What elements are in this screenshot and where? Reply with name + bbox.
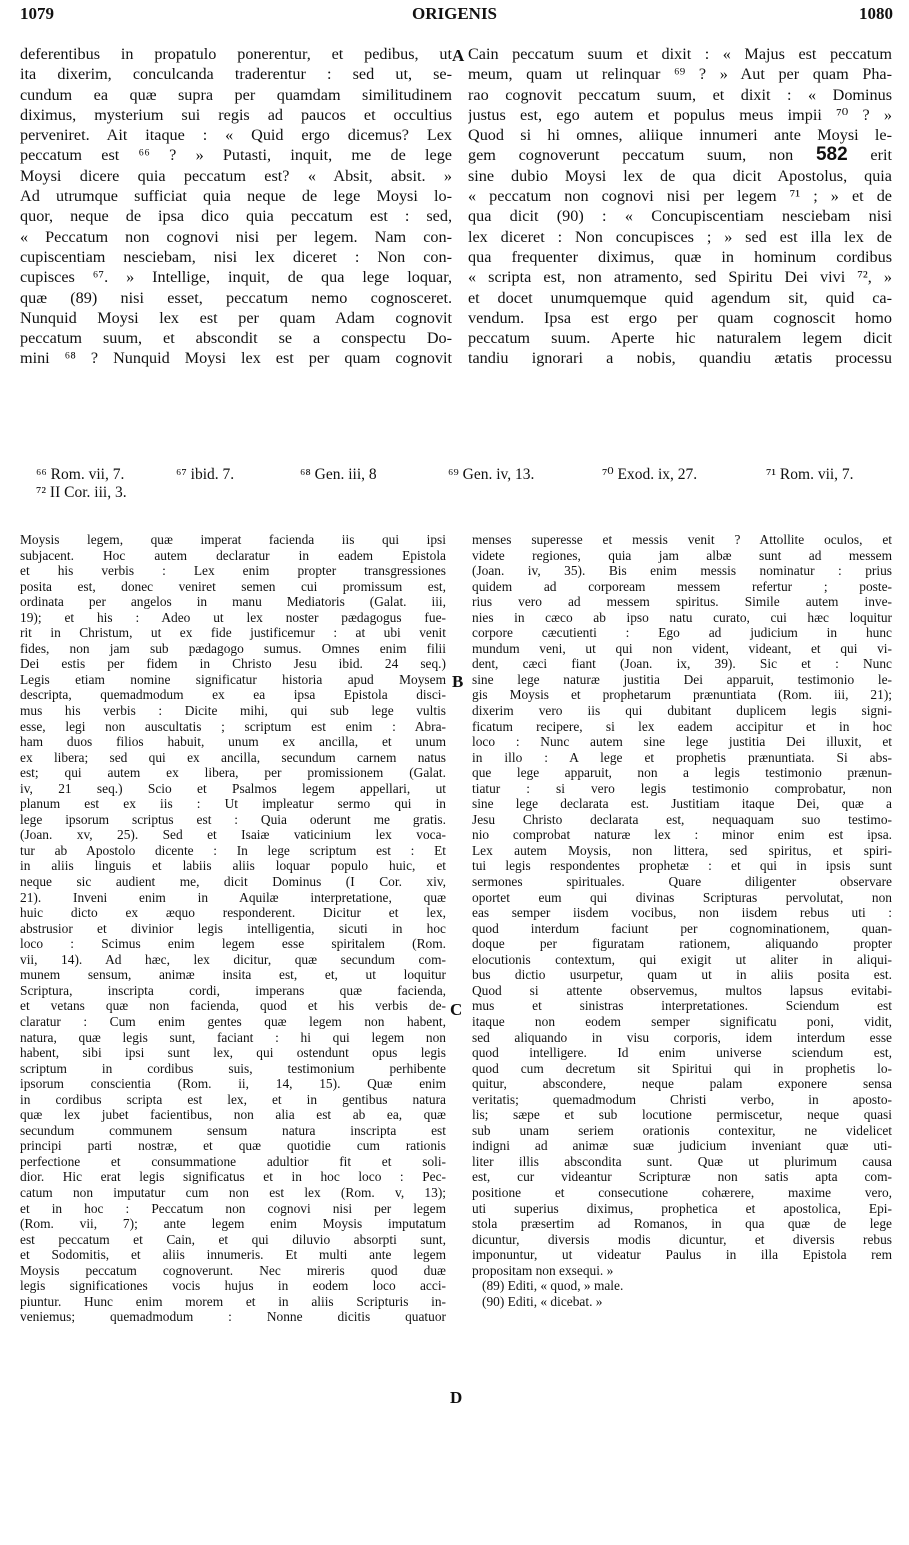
text-line: lis; sæpe et sub locutione permiscetur, neque quasi <box>472 1107 892 1123</box>
text-line: cundum ea quæ supra per quamdam similitudinem <box>20 85 452 104</box>
text-line: ex libera; sed qui ex ancilla, secundum carnem natus <box>20 749 446 765</box>
text-line: (Rom. vii, 7); ante legem enim Moysis imputatum <box>20 1216 446 1232</box>
text-line: nio comprobat naturæ lex : minor enim est ipsa. <box>472 827 892 843</box>
page-header <box>0 4 909 28</box>
running-title: ORIGENIS <box>411 4 498 23</box>
text-line: bus dictio usurpetur, quam ut in aliis posita est. <box>472 967 892 983</box>
note-70: ⁷⁰ Exod. ix, 27. <box>602 466 698 483</box>
text-line: peccatum suum. Aperte hic naturalem legem dicit <box>468 329 892 348</box>
text-line: quor, neque de ipsa dico quia peccatum est : sed, <box>20 207 452 226</box>
text-line: loco : Nunc autem sine lege justitia Dei illuxit, et <box>472 734 892 750</box>
text-line: imponuntur, ut videatur Paulus in illa Epistola rem <box>472 1247 892 1263</box>
text-line: secundum communem sensum natura inscripta est <box>20 1122 446 1138</box>
text-line: est peccatum et Cain, et qui diluvio absorpti sunt, <box>20 1231 446 1247</box>
text-line: Quod si attente observemus, multos lapsus evitabi- <box>472 982 892 998</box>
text-line: qua dicit (90) : « Concupiscentiam nesciebam nisi <box>468 207 892 226</box>
text-line: indigni ad animæ suæ judicium inveniant quæ uti- <box>472 1138 892 1154</box>
text-line: legis significationes vocis hujus in eodem loco acci- <box>20 1278 446 1294</box>
text-line: cupiscentiam nesciebam, nisi lex diceret : Non con- <box>20 247 452 266</box>
text-line: quod cum decretum sit Spiritui qui in prophetis lo- <box>472 1060 892 1076</box>
text-line: et docet unumquemque quid agendum sit, quid ca- <box>468 288 892 307</box>
text-line: catum non imputatur cum non est lex (Rom. v, 13); <box>20 1184 446 1200</box>
text-line: Quod si hi omnes, aliique innumeri ante Moysi le- <box>468 126 892 145</box>
text-line: eas semper iisdem vocibus, non iisdem rebus uti : <box>472 905 892 921</box>
text-line: neque sic audient me, dicit Dominus (I Cor. xiv, <box>20 874 446 890</box>
text-line: in aliis linguis et labiis aliis loquar populo huic, et <box>20 858 446 874</box>
text-line: menses superesse et messis venit ? Attollite oculos, et <box>472 532 892 547</box>
text-line: perveniret. Ait itaque : « Quid ergo dicemus? Lex <box>20 126 452 145</box>
text-line: et Sodomitis, et aliis innumeris. Et multi ante legem <box>20 1247 446 1263</box>
text-line: ficatum recipere, si lex eadem accipitur et in hoc <box>472 718 892 734</box>
text-line: peccatum suum, et abscondit se a conspectu Do- <box>20 329 452 348</box>
text-line: ita dixerim, conculcanda traderentur : sed ut, se- <box>20 65 452 84</box>
text-line: Jesu Christo declarata est, nequaquam suo testimo- <box>472 811 892 827</box>
text-line: loco : Scimus enim legem esse spiritalem (Rom. <box>20 936 446 952</box>
text-line: mini ⁶⁸ ? Nunquid Moysi lex est per quam cognovit <box>20 349 452 368</box>
text-line: cupisces ⁶⁷. » Intellige, inquit, de qua lege loquar, <box>20 268 452 287</box>
text-line: itaque non eodem semper significatu poni, vidit, <box>472 1013 892 1029</box>
text-line: quitur, abscondere, neque palam exponere sensa <box>472 1076 892 1092</box>
text-line: « Peccatum non cognovi nisi per legem. Nam con- <box>20 227 452 246</box>
text-line: quæ (89) nisi esset, peccatum nemo cognosceret. <box>20 288 452 307</box>
text-line: quod interdum faciunt per cognominationem, quan- <box>472 920 892 936</box>
text-line: Scriptura, inscripta cordi, imperans quæ facienda, <box>20 982 446 998</box>
text-fragment: gem cognoverunt peccatum suum, non <box>468 146 816 165</box>
text-line <box>468 145 892 165</box>
text-line: deferentibus in propatulo ponerentur, et pedibus, ut <box>20 45 452 63</box>
text-line: Lex autem Moysis, non littera, sed spiritus, et spiri- <box>472 842 892 858</box>
text-line: in cordibus scripta est lex, et in gentibus natura <box>20 1091 446 1107</box>
text-line: gis Moysis et prophetarum prænuntiata (Rom. iii, 21); <box>472 687 892 703</box>
text-line: oportet eum qui divinas Scripturas pervolutat, non <box>472 889 892 905</box>
text-fragment: erit <box>847 146 892 165</box>
text-line: natura, quæ legis sunt, faciant : hi qui legem non <box>20 1029 446 1045</box>
note-67: ⁶⁷ ibid. 7. <box>176 466 235 483</box>
text-line: ham duos filios habuit, unum ex ancilla, et unum <box>20 734 446 750</box>
text-line: mus his verbis : Dicite mihi, qui sub lege vultis <box>20 703 446 719</box>
text-line: quidem ad corpoream messem refertur ; poste- <box>472 578 892 594</box>
text-line: veniemus; quemadmodum : Nonne dicitis quatuor <box>20 1309 446 1325</box>
text-line: sed aliquando in visu corporis, idem interdum esse <box>472 1029 892 1045</box>
text-line: veritatis; quemadmodum Christi verbo, in aposto- <box>472 1091 892 1107</box>
text-line: corpore cæcutienti : Ego ad judicium in hunc <box>472 625 892 641</box>
text-line: que lege apparuit, non a legis testimonio prænun- <box>472 765 892 781</box>
text-line: est; qui autem ex libera, per promissionem (Galat. <box>20 765 446 781</box>
text-line: piuntur. Hunc enim morem et in aliis Scripturis in- <box>20 1293 446 1309</box>
text-line: stola præsertim ad Romanos, in qua quæ de lege <box>472 1216 892 1232</box>
text-line: sine lege declarata est. Justitiam itaque Dei, quæ a <box>472 796 892 812</box>
text-line: rius vero ad messem spiritus. Simile autem inve- <box>472 594 892 610</box>
text-line: principi parti nostræ, et quæ quotidie cum rationis <box>20 1138 446 1154</box>
text-line: « peccatum non cognovi nisi per legem ⁷¹ ; » et de <box>468 187 892 206</box>
upper-text-block <box>20 44 892 444</box>
text-line: sub unam seriem orationis contexitur, ne videlicet <box>472 1122 892 1138</box>
text-line: sine dubio Moysi lex de qua dicit Apostolus, quia <box>468 166 892 185</box>
upper-left-column <box>20 44 452 369</box>
text-line: « scripta est, non atramento, sed Spiritu Dei vivi ⁷², » <box>468 268 892 287</box>
text-line: perfectione et consummatione adultior fit et soli- <box>20 1153 446 1169</box>
text-line: in illo : A lege et prophetis prænuntiata. Si abs- <box>472 749 892 765</box>
note-72: ⁷² II Cor. iii, 3. <box>36 484 127 501</box>
text-line: Dei estis per fidem in Christo Jesu ibid. 24 seq.) <box>20 656 446 672</box>
text-line: posita est, donec veniret semen cui promissum est, <box>20 578 446 594</box>
text-line: Moysi dicere quia peccatum est? « Absit, absit. » <box>20 166 452 185</box>
text-line: dent, cæci fiant (Joan. ix, 39). Sic et : Nunc <box>472 656 892 672</box>
text-line: Moysis legem, quæ imperat facienda iis qui ipsi <box>20 532 446 547</box>
text-line: lege ipsorum scriptus est : Quia oderunt me gratis. <box>20 811 446 827</box>
margin-letter-b: B <box>452 672 464 691</box>
text-line: claratur : Cum enim gentes quæ legem non habent, <box>20 1013 446 1029</box>
text-line: tandiu ignorari a nobis, quandiu ætatis processu <box>468 349 892 368</box>
lower-right-column <box>472 532 892 1309</box>
text-line: planum est ex iis : Ut impleatur sermo qui in <box>20 796 446 812</box>
note-66: ⁶⁶ Rom. vii, 7. <box>36 466 125 483</box>
text-line: et vetans quæ non facienda, quod et his verbis de- <box>20 998 446 1014</box>
text-line: uti superius diximus, prophetica et apostolica, Epi- <box>472 1200 892 1216</box>
text-line: esse, legi non auscultatis ; scriptum est enim : Abra- <box>20 718 446 734</box>
text-line: Cain peccatum suum et dixit : « Majus est peccatum <box>468 45 892 63</box>
text-line: scriptum in cordibus suis, testimonium perhibente <box>20 1060 446 1076</box>
footnote-90: (90) Editi, « dicebat. » <box>482 1293 603 1309</box>
text-line: 19); et his : Adeo ut lex noster pædagogus fue- <box>20 609 446 625</box>
text-line: videte regiones, quia jam albæ sunt ad messem <box>472 547 892 563</box>
margin-letter-c: C <box>450 1000 463 1019</box>
page-number-right: 1080 <box>859 4 893 23</box>
text-line: tiatur : si vero legis testimonio comprobatur, non <box>472 780 892 796</box>
text-line: dior. Hic erat legis significatus et in hoc loco : Pec- <box>20 1169 446 1185</box>
text-line: tur ab Apostolo dicente : In lege scriptum est : Et <box>20 842 446 858</box>
text-line: ordinata per angelos in manu Mediatoris (Galat. iii, <box>20 594 446 610</box>
text-line: ipsorum conscientia (Rom. ii, 14, 15). Quæ enim <box>20 1076 446 1092</box>
text-line: rit in Christum, ut ex fide justificemur : at ubi venit <box>20 625 446 641</box>
text-line: dicuntur, diversis modis dicuntur, et diversis rebus <box>472 1231 892 1247</box>
text-line: est, cur videantur Scripturæ non satis apta com- <box>472 1169 892 1185</box>
text-line: Moysis peccatum cognoverunt. Nec mireris quod duæ <box>20 1262 446 1278</box>
note-68: ⁶⁸ Gen. iii, 8 <box>300 466 377 483</box>
text-line: justus est, ego autem et populus meus impii ⁷⁰ ? » <box>468 105 892 124</box>
note-71: ⁷¹ Rom. vii, 7. <box>766 466 854 483</box>
text-line: descripta, quemadmodum ex ea ipsa Epistola disci- <box>20 687 446 703</box>
text-line: habent, sibi ipsi sunt lex, qui ostendunt opus legis <box>20 1045 446 1061</box>
text-line: rao cognovit peccatum suum, et dixit : « Dominus <box>468 85 892 104</box>
text-line: quod intelligere. Id enim universe sciendum est, <box>472 1045 892 1061</box>
text-line: vii, 14). Ad hæc, lex dicitur, quæ secundum com- <box>20 951 446 967</box>
lower-left-column <box>20 532 446 1325</box>
text-line: fides, non jam sub pædagogo sumus. Omnes enim filii <box>20 640 446 656</box>
page-number-left: 1079 <box>20 4 54 23</box>
text-line: (Joan. xv, 25). Sed et Isaiæ vaticinium lex voca- <box>20 827 446 843</box>
margin-letter-d: D <box>450 1388 463 1407</box>
text-line: sine lege naturæ justitia Dei apparuit, testimonio le- <box>472 671 892 687</box>
text-line: Legis etiam nomine significatur historia apud Moysem <box>20 671 446 687</box>
text-line: positione et consecutione cohærere, maxime vero, <box>472 1184 892 1200</box>
text-line: propositam non exsequi. » <box>472 1262 614 1278</box>
text-line: peccatum est ⁶⁶ ? » Putasti, inquit, me de lege <box>20 146 452 165</box>
text-line: qua frequenter diximus, quæ in hominum cordibus <box>468 247 892 266</box>
text-line: vendum. Ipsa est ergo per quam cognoscit homo <box>468 308 892 327</box>
text-line: elocutionis contextum, qui exigit ut aliter in aliqui- <box>472 951 892 967</box>
text-line: et in hoc : Peccatum non cognovi nisi per legem <box>20 1200 446 1216</box>
upper-right-column <box>468 44 892 369</box>
text-line: Nunquid Moysi lex est per quam Adam cognovit <box>20 308 452 327</box>
text-line: (Joan. iv, 35). Bis enim messis nominatur : prius <box>472 563 892 579</box>
text-line: diximus, mysterium sui regis ad paucos et occultius <box>20 105 452 124</box>
margin-letter-a: A <box>452 46 465 65</box>
text-line: sermones spirituales. Quare diligenter observare <box>472 874 892 890</box>
column-number: 582 <box>815 144 848 166</box>
text-line: Ad utrumque sufficiat quia neque de lege Moysi lo- <box>20 187 452 206</box>
text-line: nies in cæco ab ipso natu curato, cui hæc loquitur <box>472 609 892 625</box>
text-line: abstrusior et divinior legis intelligentia, sicuti in hoc <box>20 920 446 936</box>
text-line: subjacent. Hoc autem declaratur in eadem Epistola <box>20 547 446 563</box>
text-line: quæ lex jubet facientibus, non alia est ab ea, quæ <box>20 1107 446 1123</box>
text-line: et his verbis : Lex enim propter transgressiones <box>20 563 446 579</box>
text-line: mundum veni, ut qui non vident, videant, et qui vi- <box>472 640 892 656</box>
text-line: mus et sinistras interpretationes. Sciendum est <box>472 998 892 1014</box>
text-line: doque per figuratam rationem, aliquando propter <box>472 936 892 952</box>
text-line: 21). Inveni enim in Aquilæ interpretatione, quæ <box>20 889 446 905</box>
text-line: meum, quam ut relinquar ⁶⁹ ? » Aut per quam Pha- <box>468 65 892 84</box>
text-line: dixerim vero iis qui dubitant duplicem legis signi- <box>472 703 892 719</box>
text-line: lex diceret : Non concupisces ; » sed est illa lex de <box>468 227 892 246</box>
text-line: munem sensum, animæ insita est, et, ut loquitur <box>20 967 446 983</box>
note-69: ⁶⁹ Gen. iv, 13. <box>448 466 535 483</box>
text-line: liter illis abscondita sunt. Quæ ut plurimum causa <box>472 1153 892 1169</box>
footnote-89: (89) Editi, « quod, » male. <box>482 1278 624 1294</box>
text-line: huic dicto ex æquo responderent. Dicitur et lex, <box>20 905 446 921</box>
text-line: tui legis respondentes prophetæ : et qui in ipsis sunt <box>472 858 892 874</box>
text-line: iv, 21 seq.) Scio et Psalmos legem appellari, ut <box>20 780 446 796</box>
